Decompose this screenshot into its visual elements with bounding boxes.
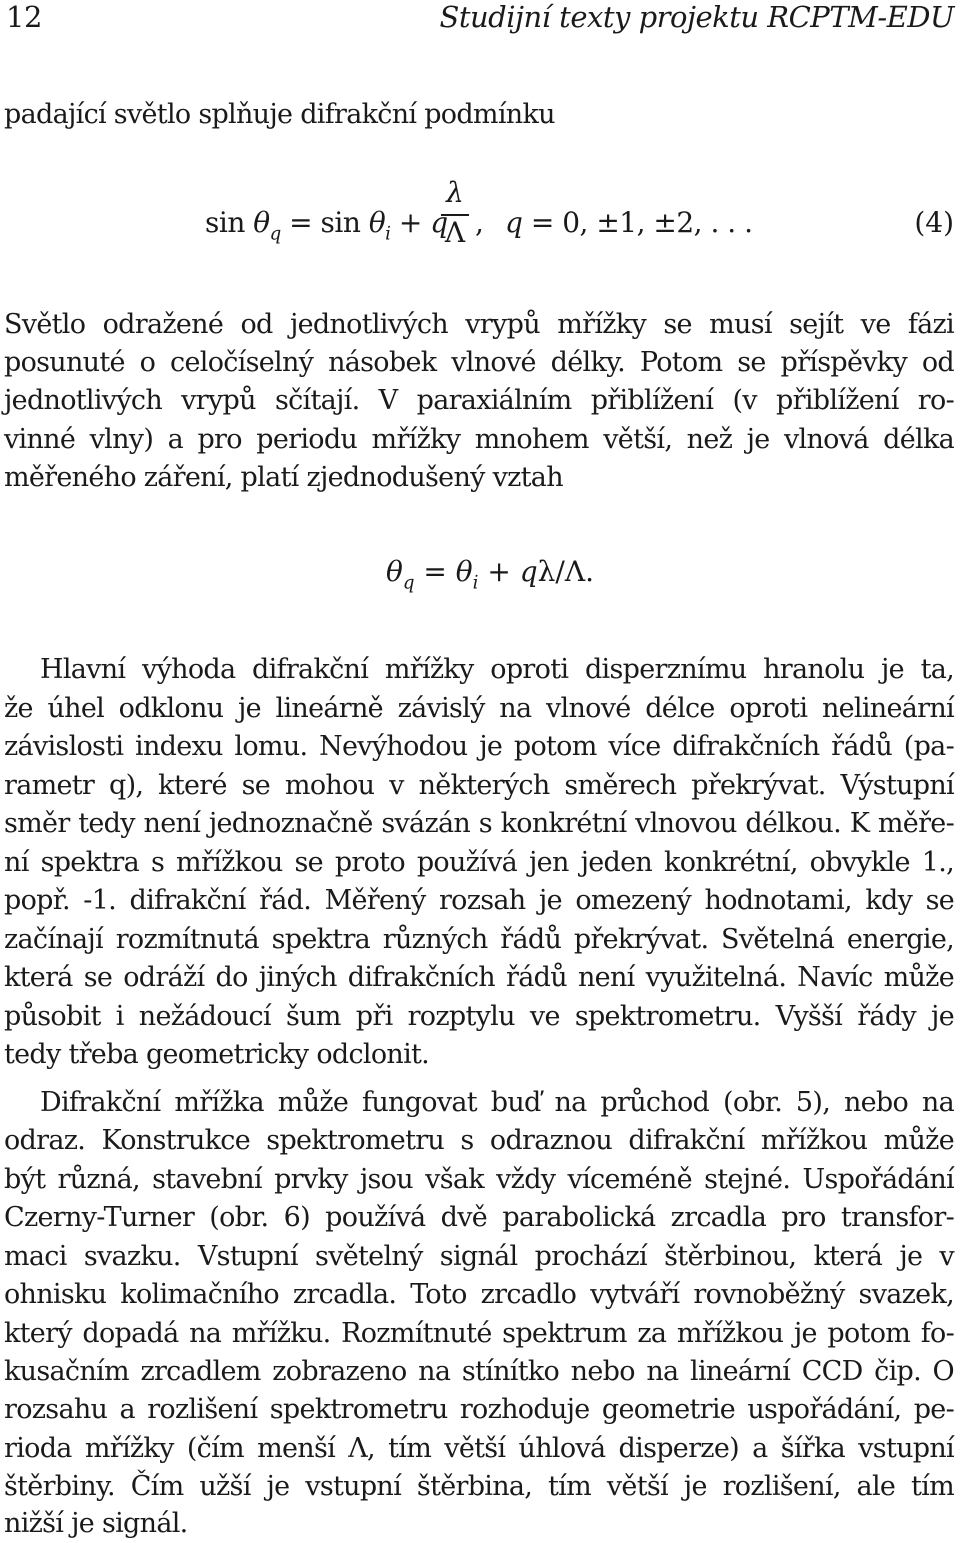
paragraph-line: který dopadá na mřížku. Rozmítnuté spektrum za mřížkou je potom fo- (4, 1318, 954, 1349)
paragraph-line: rametr q), které se mohou v některých směrech překrývat. Výstupní (4, 770, 954, 801)
equation-4-comma: , (475, 206, 484, 239)
paragraph-line: být různá, stavební prvky jsou však vždy víceméně stejné. Uspořádání (4, 1164, 954, 1195)
running-title: Studijní texty projektu RCPTM-EDU (439, 0, 954, 34)
fraction-denominator: Λ (444, 216, 466, 249)
paragraph-line: nižší je signál. (4, 1508, 188, 1539)
page-header (0, 0, 960, 40)
paragraph-line: odraz. Konstrukce spektrometru s odraznou difrakční mřížkou může (4, 1125, 954, 1156)
paragraph-line: Czerny-Turner (obr. 6) používá dvě parabolická zrcadla pro transfor- (4, 1202, 954, 1233)
equation-4 (0, 168, 960, 268)
paragraph-line: Difrakční mřížka může fungovat buď na průchod (obr. 5), nebo na (40, 1087, 954, 1118)
paragraph-line: popř. -1. difrakční řád. Měřený rozsah je omezený hodnotami, kdy se (4, 885, 954, 916)
paragraph-line: jednotlivých vrypů sčítají. V paraxiálním přiblížení (v přiblížení ro- (4, 385, 954, 416)
page-number: 12 (6, 0, 42, 34)
paragraph-line: štěrbiny. Čím užší je vstupní štěrbina, tím větší je rozlišení, ale tím (4, 1471, 954, 1502)
paragraph-line: že úhel odklonu je lineárně závislý na vlnové délce oproti nelineární (4, 693, 954, 724)
paragraph-line: ní spektra s mřížkou se proto používá jen jeden konkrétní, obvykle 1., (4, 847, 954, 878)
paragraph-line: kusačním zrcadlem zobrazeno na stínítko nebo na lineární CCD čip. O (4, 1356, 954, 1387)
paragraph-line: vinné vlny) a pro periodu mřížky mnohem větší, než je vlnová délka (4, 424, 954, 455)
paragraph-line: začínají rozmítnutá spektra různých řádů překrývat. Světelná energie, (4, 924, 954, 955)
paragraph-line: která se odráží do jiných difrakčních řádů není využitelná. Navíc může (4, 962, 954, 993)
paragraph-line: směr tedy není jednoznačně svázán s konkrétní vlnovou délkou. K měře- (4, 808, 954, 839)
equation-4-fraction (441, 176, 469, 250)
paragraph-line: měřeného záření, platí zjednodušený vztah (4, 462, 563, 493)
paragraph-line: Světlo odražené od jednotlivých vrypů mřížky se musí sejít ve fázi (4, 309, 954, 340)
paragraph-line: Hlavní výhoda difrakční mřížky oproti disperznímu hranolu je ta, (40, 654, 954, 685)
paragraph-line: rioda mřížky (čím menší Λ, tím větší úhlová disperze) a šířka vstupní (4, 1433, 954, 1464)
equation-4-lhs: $\sin \theta_q = \sin \theta_i + q$ (205, 206, 448, 245)
paragraph-line: tedy třeba geometricky odclonit. (4, 1039, 430, 1070)
paragraph-line: závislosti indexu lomu. Nevýhodou je potom více difrakčních řádů (pa- (4, 731, 954, 762)
paragraph-line: posunuté o celočíselný násobek vlnové délky. Potom se příspěvky od (4, 347, 954, 378)
fraction-numerator: λ (446, 176, 464, 209)
equation-4-condition: q = 0, ±1, ±2, . . . (505, 206, 753, 239)
equation-simplified: $\theta_q = \theta_i + q\lambda/\Lambda$. (386, 555, 594, 594)
paragraph-line: maci svazku. Vstupní světelný signál prochází štěrbinou, která je v (4, 1241, 954, 1272)
intro-line: padající světlo splňuje difrakční podmínku (4, 99, 555, 130)
equation-number: (4) (914, 206, 954, 239)
paragraph-line: rozsahu a rozlišení spektrometru rozhoduje geometrie uspořádání, pe- (4, 1394, 954, 1425)
paragraph-line: ohnisku kolimačního zrcadla. Toto zrcadlo vytváří rovnoběžný svazek, (4, 1279, 954, 1310)
paragraph-line: působit i nežádoucí šum při rozptylu ve spektrometru. Vyšší řády je (4, 1001, 954, 1032)
